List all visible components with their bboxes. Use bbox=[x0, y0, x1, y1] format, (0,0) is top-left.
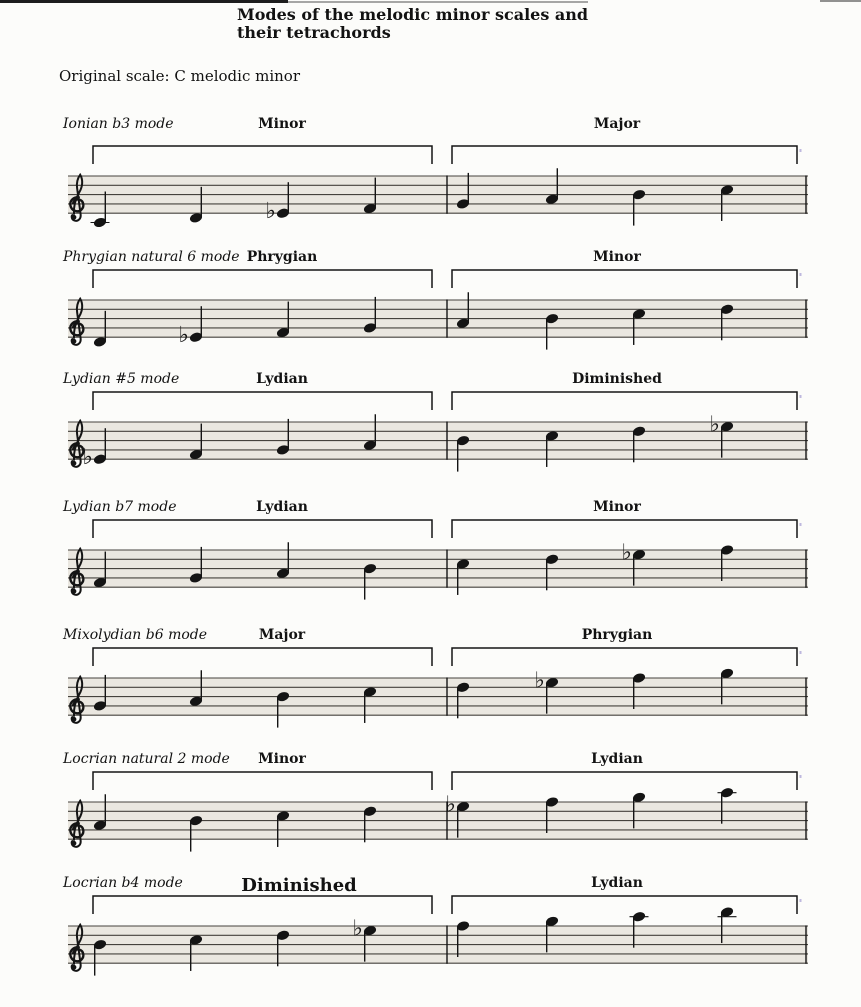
staff bbox=[0, 642, 861, 744]
tetrachord-bracket bbox=[452, 648, 797, 666]
tetrachord-label: Major bbox=[258, 627, 306, 643]
tetrachord-label: Phrygian bbox=[581, 627, 653, 643]
staff bbox=[0, 264, 861, 366]
mode-label: Phrygian natural 6 mode bbox=[63, 249, 240, 265]
scan-artifact bbox=[0, 0, 288, 3]
flat-icon: ♭ bbox=[445, 792, 456, 818]
scan-artifact bbox=[800, 899, 802, 902]
tetrachord-label: Diminished bbox=[241, 875, 357, 896]
tetrachord-bracket bbox=[93, 772, 432, 790]
scan-artifact bbox=[288, 1, 588, 3]
staff bbox=[0, 140, 861, 242]
tetrachord-label: Minor bbox=[593, 499, 641, 515]
scale-system-6 bbox=[0, 742, 861, 872]
mode-label: Locrian b4 mode bbox=[63, 875, 183, 891]
tetrachord-bracket bbox=[452, 392, 797, 410]
original-scale-label: Original scale: C melodic minor bbox=[59, 67, 300, 85]
tetrachord-label: Minor bbox=[258, 116, 306, 132]
scan-artifact bbox=[800, 273, 802, 276]
tetrachord-label: Major bbox=[593, 116, 641, 132]
scale-system-4 bbox=[0, 490, 861, 620]
tetrachord-label: Minor bbox=[258, 751, 306, 767]
flat-icon: ♭ bbox=[534, 668, 545, 694]
scan-artifact bbox=[800, 523, 802, 526]
flat-icon: ♭ bbox=[178, 323, 189, 349]
tetrachord-label: Phrygian bbox=[246, 249, 318, 265]
tetrachord-bracket bbox=[452, 270, 797, 288]
flat-icon: ♭ bbox=[709, 412, 720, 438]
flat-icon: ♭ bbox=[82, 445, 93, 471]
scale-system-2 bbox=[0, 240, 861, 370]
tetrachord-bracket bbox=[93, 146, 432, 164]
tetrachord-label: Minor bbox=[593, 249, 641, 265]
tetrachord-label: Diminished bbox=[572, 371, 662, 387]
scale-system-1 bbox=[0, 116, 861, 246]
tetrachord-label: Lydian bbox=[256, 371, 308, 387]
flat-icon: ♭ bbox=[265, 199, 276, 225]
scale-system-7 bbox=[0, 866, 861, 996]
staff bbox=[0, 386, 861, 488]
scan-artifact bbox=[800, 775, 802, 778]
tetrachord-bracket bbox=[93, 896, 432, 914]
scan-artifact bbox=[820, 0, 861, 2]
mode-label: Lydian b7 mode bbox=[63, 499, 177, 515]
tetrachord-bracket bbox=[452, 146, 797, 164]
staff bbox=[0, 514, 861, 616]
scale-system-5 bbox=[0, 618, 861, 748]
tetrachord-bracket bbox=[452, 772, 797, 790]
page-title-line1: Modes of the melodic minor scales and bbox=[237, 5, 589, 24]
tetrachord-bracket bbox=[93, 520, 432, 538]
tetrachord-label: Lydian bbox=[591, 751, 643, 767]
tetrachord-bracket bbox=[93, 392, 432, 410]
mode-label: Ionian b3 mode bbox=[63, 116, 174, 132]
scan-artifact bbox=[800, 395, 802, 398]
mode-label: Lydian #5 mode bbox=[63, 371, 180, 387]
tetrachord-label: Lydian bbox=[591, 875, 643, 891]
tetrachord-label: Lydian bbox=[256, 499, 308, 515]
mode-label: Locrian natural 2 mode bbox=[63, 751, 230, 767]
tetrachord-bracket bbox=[93, 270, 432, 288]
staff bbox=[0, 890, 861, 992]
tetrachord-bracket bbox=[93, 648, 432, 666]
flat-icon: ♭ bbox=[352, 916, 363, 942]
page-title-line2: their tetrachords bbox=[237, 23, 391, 42]
scan-artifact bbox=[800, 651, 802, 654]
page-title bbox=[237, 6, 588, 42]
flat-icon: ♭ bbox=[621, 540, 632, 566]
staff bbox=[0, 766, 861, 868]
scale-system-3 bbox=[0, 362, 861, 492]
tetrachord-bracket bbox=[452, 520, 797, 538]
mode-label: Mixolydian b6 mode bbox=[63, 627, 208, 643]
tetrachord-bracket bbox=[452, 896, 797, 914]
scan-artifact bbox=[800, 149, 802, 152]
